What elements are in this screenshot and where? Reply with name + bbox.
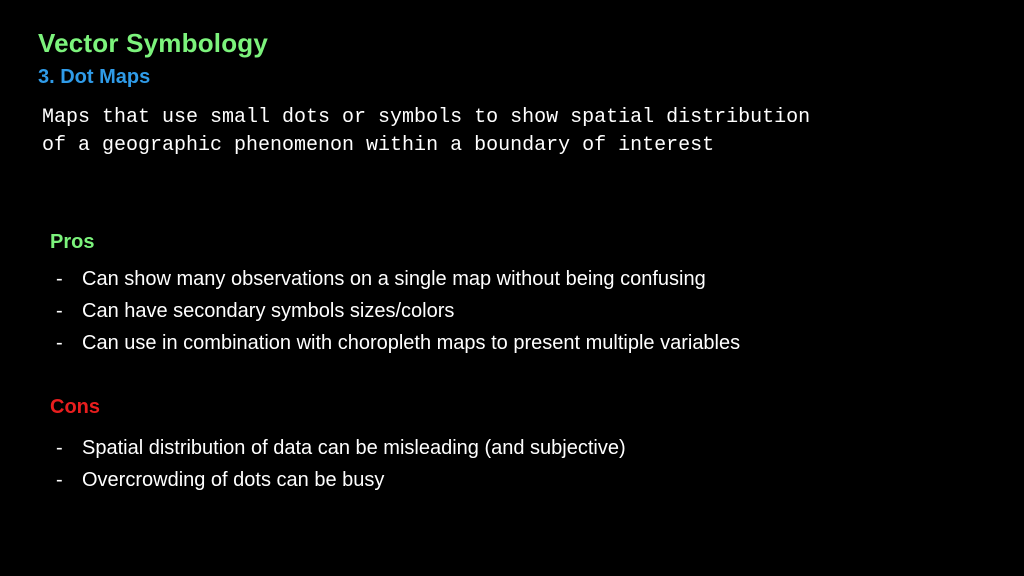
bullet-marker: -: [56, 437, 63, 459]
bullet-marker: -: [56, 268, 63, 290]
bullet-marker: -: [56, 469, 63, 491]
list-item: [56, 432, 626, 464]
description: [42, 104, 810, 160]
list-item: [56, 327, 740, 359]
slide-title: Vector Symbology: [38, 28, 269, 58]
list-item: [56, 464, 626, 496]
pros-item-text: Can show many observations on a single map without being confusing: [82, 268, 706, 290]
slide-subtitle: 3. Dot Maps: [38, 66, 151, 88]
description-line: of a geographic phenomenon within a boundary of interest: [42, 134, 715, 157]
cons-heading: Cons: [50, 396, 100, 418]
cons-item-text: Spatial distribution of data can be misleading (and subjective): [82, 437, 626, 459]
bullet-marker: -: [56, 300, 63, 322]
pros-heading: Pros: [50, 231, 95, 253]
list-item: [56, 295, 740, 327]
description-line: Maps that use small dots or symbols to show spatial distribution: [42, 106, 811, 129]
pros-item-text: Can have secondary symbols sizes/colors: [82, 300, 455, 322]
bullet-marker: -: [56, 332, 63, 354]
pros-list: [56, 263, 740, 359]
list-item: [56, 263, 740, 295]
cons-item-text: Overcrowding of dots can be busy: [82, 469, 385, 491]
pros-item-text: Can use in combination with choropleth maps to present multiple variables: [82, 332, 741, 354]
cons-list: [56, 432, 626, 496]
